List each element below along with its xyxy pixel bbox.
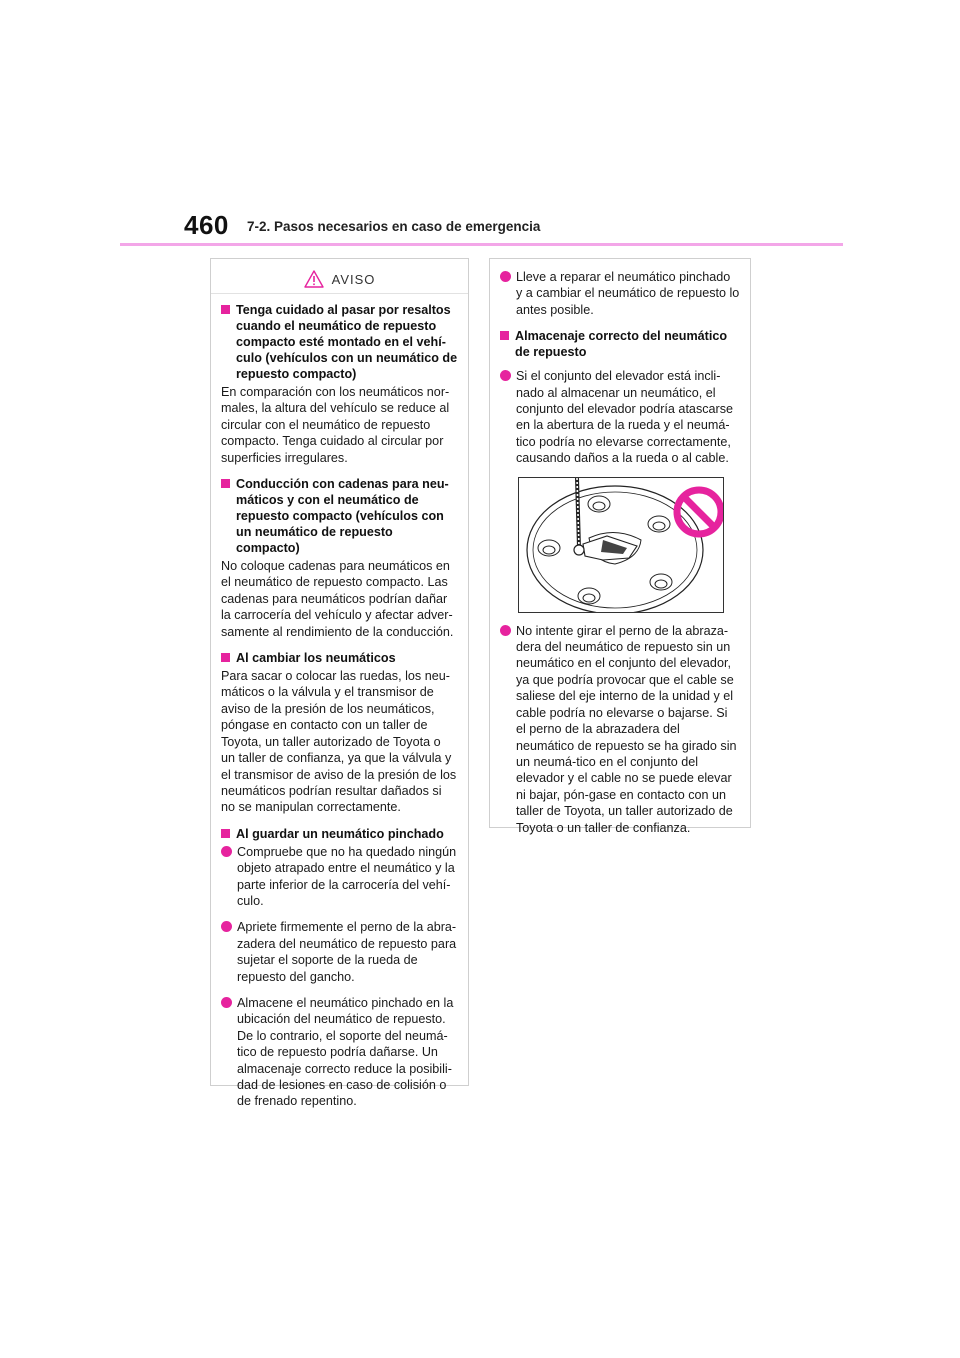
circle-bullet-icon [221, 846, 232, 857]
square-bullet-icon [500, 331, 509, 340]
heading-almacenaje [500, 328, 740, 360]
square-bullet-icon [221, 653, 230, 662]
warning-box-left [210, 258, 469, 1109]
heading-text: Al guardar un neumático pinchado [236, 826, 444, 841]
list-item [221, 995, 458, 1110]
warning-header [211, 265, 468, 294]
list-item-text: Apriete firmemente el perno de la abra-zadera del neumático de repuesto para sujetar el soporte de la rueda de repuesto del gancho. [237, 920, 457, 984]
heading-resaltos [221, 302, 458, 382]
circle-bullet-icon [221, 997, 232, 1008]
list-item-text: Lleve a reparar el neumático pinchado y a cambiar el neumático de repuesto lo antes posible. [516, 270, 740, 317]
circle-bullet-icon [500, 370, 511, 381]
heading-text: Conducción con cadenas para neu-máticos y con el neumático de repuesto compacto (vehículos con un neumático de repuesto compacto) [236, 477, 449, 556]
heading-text: Tenga cuidado al pasar por resaltos cuando el neumático de repuesto compacto esté montado en el vehí-culo (vehículos con un neumático de repuesto compacto) [236, 303, 458, 381]
paragraph-resaltos: En comparación con los neumáticos nor-males, la altura del vehículo se reduce al circular con el neumático de repuesto compacto. Tenga cuidado al circular por superficies irregulares. [221, 385, 450, 465]
prohibited-sign-icon [677, 490, 721, 534]
warning-box-right [489, 258, 751, 835]
paragraph-cambiar: Para sacar o colocar las ruedas, los neu-máticos o la válvula y el transmisor de aviso de la presión de los neumáticos, póngase en contacto con un taller de Toyota, un taller autorizado de Toyota o un taller de confianza, ya que la válvula y el transmisor de aviso de la presión de los neumáticos podrían resultar dañados si no se manipulan correctamente. [221, 669, 457, 815]
list-item-text: Almacene el neumático pinchado en la ubicación del neumático de repuesto. De lo contrario, el soporte del neumá-tico de repuesto podría dañarse. Un almacenaje correcto reduce la posibili-dad de lesiones en caso de colisión o de frenado repentino. [237, 995, 454, 1109]
warning-title: AVISO [331, 271, 376, 287]
header-rule [120, 243, 843, 246]
list-item [500, 368, 740, 466]
warning-triangle-icon [304, 270, 324, 288]
list-item-text: Compruebe que no ha quedado ningún objeto atrapado entre el neumático y la parte inferior de la carrocería del vehí-culo. [237, 844, 457, 908]
circle-bullet-icon [221, 921, 232, 932]
paragraph-cadenas: No coloque cadenas para neumáticos en el neumático de repuesto compacto. Las cadenas para neumáticos podrían dañar la carrocería del vehículo y afectar adver-samente al rendimiento de la conducción. [221, 559, 454, 639]
page-number: 460 [184, 210, 229, 240]
list-item-text: No intente girar el perno de la abraza-dera del neumático de repuesto sin un neumático en el conjunto del elevador, ya que podría provocar que el cable se saliese del eje interno de la unidad y el cable podría no elevarse o bajarse. Si el perno de la abrazadera del neumático de repuesto se ha girado sin un neumá-tico en el conjunto del elevador y el cable no se puede elevar ni bajar, pón-gase en contacto con un taller de Toyota, un taller autorizado de Toyota o un taller de confianza. [516, 623, 737, 835]
list-item [221, 919, 458, 985]
section-title: 7-2. Pasos necesarios en caso de emergencia [247, 219, 541, 234]
circle-bullet-icon [500, 625, 511, 636]
square-bullet-icon [221, 479, 230, 488]
square-bullet-icon [221, 829, 230, 838]
circle-bullet-icon [500, 271, 511, 282]
list-item-text: Si el conjunto del elevador está incli-nado al almacenar un neumático, el conjunto del elevador podría atascarse en la abertura de la rueda y el neumá-tico podría no elevarse correctamente, causando daños a la rueda o al cable. [516, 369, 734, 466]
spare-tire-illustration [518, 477, 724, 613]
list-item [221, 844, 458, 910]
list-item [500, 623, 740, 836]
heading-text: Al cambiar los neumáticos [236, 651, 396, 666]
heading-cadenas [221, 476, 458, 556]
square-bullet-icon [221, 305, 230, 314]
heading-text: Almacenaje correcto del neumático de repuesto [515, 329, 728, 360]
list-item [500, 269, 740, 318]
heading-cambiar [221, 650, 458, 666]
heading-guardar [221, 826, 458, 842]
